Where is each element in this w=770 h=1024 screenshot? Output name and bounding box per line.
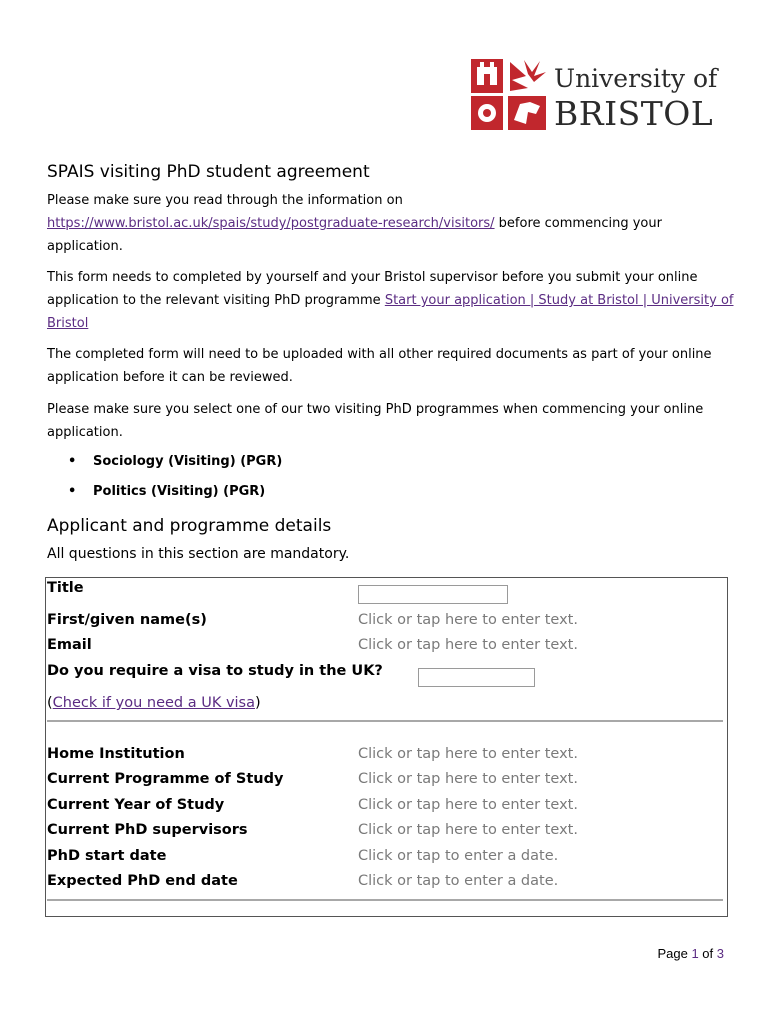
current-programme-label: Current Programme of Study <box>47 771 284 787</box>
current-programme-field[interactable]: Click or tap here to enter text. <box>358 771 578 787</box>
home-institution-field[interactable]: Click or tap here to enter text. <box>358 746 578 762</box>
current-year-label: Current Year of Study <box>47 797 225 813</box>
visa-check-line <box>47 695 261 711</box>
title-input[interactable] <box>358 585 508 604</box>
programme-list-item <box>68 484 265 499</box>
supervisors-field[interactable]: Click or tap here to enter text. <box>358 822 578 838</box>
intro-paragraph-3: The completed form will need to be uploaded with all other required documents as part of your online application before it can be reviewed. <box>47 347 712 385</box>
programme-name: Sociology (Visiting) (PGR) <box>93 454 283 469</box>
form-divider <box>47 899 723 901</box>
visa-input[interactable] <box>418 668 535 687</box>
of-word: of <box>698 946 717 961</box>
university-logo <box>470 58 726 132</box>
form-divider <box>47 720 723 722</box>
intro-paragraph-2 <box>47 266 737 335</box>
first-name-label: First/given name(s) <box>47 612 207 628</box>
programme-name: Politics (Visiting) (PGR) <box>93 484 266 499</box>
current-page: 1 <box>691 946 699 961</box>
section-title: Applicant and programme details <box>47 516 332 536</box>
uk-visa-check-link[interactable]: Check if you need a UK visa <box>52 695 255 711</box>
visa-label: Do you require a visa to study in the UK? <box>47 663 383 679</box>
bullet-icon: • <box>68 454 77 469</box>
page-word: Page <box>657 946 692 961</box>
logo-line1: University of <box>554 64 718 93</box>
bristol-crest-icon <box>470 58 548 132</box>
visa-paren-close: ) <box>255 695 261 711</box>
first-name-field[interactable]: Click or tap here to enter text. <box>358 612 578 628</box>
intro-p1-text: Please make sure you read through the information on <box>47 193 403 208</box>
home-institution-label: Home Institution <box>47 746 185 762</box>
phd-start-date-field[interactable]: Click or tap to enter a date. <box>358 848 559 864</box>
page-number <box>657 946 724 961</box>
phd-end-label: Expected PhD end date <box>47 873 238 889</box>
title-label: Title <box>47 580 84 596</box>
start-application-link[interactable]: Start your application | Study at Bristol | University of Bristol <box>47 293 734 331</box>
document-title: SPAIS visiting PhD student agreement <box>47 162 370 182</box>
phd-start-label: PhD start date <box>47 848 167 864</box>
visa-paren-open: ( <box>47 695 53 711</box>
intro-p2-text: This form needs to completed by yourself and your Bristol supervisor before you submit your online application to the relevant visiting PhD programme <box>47 270 698 308</box>
phd-end-date-field[interactable]: Click or tap to enter a date. <box>358 873 559 889</box>
intro-p1-text-b: before commencing your application. <box>47 216 662 254</box>
email-label: Email <box>47 637 92 653</box>
logo-line2: BRISTOL <box>554 94 714 133</box>
email-field[interactable]: Click or tap here to enter text. <box>358 637 578 653</box>
intro-paragraph-4: Please make sure you select one of our two visiting PhD programmes when commencing your online application. <box>47 402 704 440</box>
spais-visitors-link[interactable]: https://www.bristol.ac.uk/spais/study/postgraduate-research/visitors/ <box>47 216 495 231</box>
current-year-field[interactable]: Click or tap here to enter text. <box>358 797 578 813</box>
total-pages: 3 <box>716 946 724 961</box>
supervisors-label: Current PhD supervisors <box>47 822 248 838</box>
section-note: All questions in this section are mandatory. <box>47 546 350 562</box>
programme-list-item <box>68 454 282 469</box>
intro-paragraph-1 <box>47 189 737 258</box>
bullet-icon: • <box>68 484 77 499</box>
